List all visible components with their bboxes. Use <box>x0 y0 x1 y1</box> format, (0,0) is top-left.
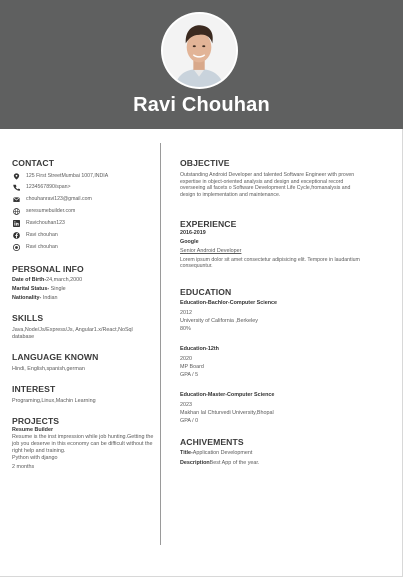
contact-email <box>12 194 157 204</box>
phone-icon <box>13 184 20 191</box>
contact-address <box>12 171 157 181</box>
contact-linkedin-text[interactable]: Ravichouhan123 <box>26 220 65 226</box>
achievement-description-row <box>180 459 364 469</box>
projects-heading: PROJECTS <box>12 416 60 426</box>
achievement-title-label: Title- <box>180 450 193 456</box>
contact-website <box>12 206 157 216</box>
languages-section <box>12 352 154 373</box>
education-entry <box>180 346 219 380</box>
education-entry <box>180 300 277 334</box>
dob-value: 24,march,2000 <box>46 277 83 283</box>
skype-icon <box>13 244 20 251</box>
education-title: Education-12th <box>180 346 219 352</box>
email-icon <box>13 196 20 203</box>
education-year: 2023 <box>180 402 192 408</box>
contact-skype <box>12 242 157 252</box>
languages-heading: LANGUAGE KNOWN <box>12 352 99 362</box>
objective-heading: OBJECTIVE <box>180 158 230 168</box>
dob-row <box>12 276 154 285</box>
objective-text: Outstanding Android Developer and talented Software Engineer with proven expertise in object-oriented analysis and design and exceptional record overseeing all facets o Software Development Life Cycle,fromanalysis and design to implementation and maintenance. <box>180 172 355 198</box>
skills-heading: SKILLS <box>12 313 44 323</box>
education-title: Education-Bachlor-Computer Science <box>180 300 278 306</box>
resume-header <box>0 0 403 129</box>
interest-text: Programing,Linux,Machin Learning <box>12 398 96 404</box>
experience-company: Google <box>180 239 199 245</box>
achievements-section <box>180 437 364 468</box>
personal-info-section <box>12 264 154 302</box>
projects-section <box>12 416 154 471</box>
column-divider <box>160 143 161 545</box>
linkedin-icon <box>13 220 20 227</box>
facebook-icon <box>13 232 20 239</box>
contact-phone <box>12 182 157 192</box>
education-heading: EDUCATION <box>180 287 232 297</box>
education-title: Education-Master-Computer Science <box>180 392 275 398</box>
location-pin-icon <box>13 173 20 180</box>
contact-section <box>12 158 154 250</box>
education-section <box>180 287 364 425</box>
contact-website-text[interactable]: seresumebuilder.com <box>26 208 76 214</box>
languages-text: Hindi, English,spanish,german <box>12 366 85 372</box>
marital-status-value: Single <box>49 285 66 292</box>
interest-heading: INTEREST <box>12 384 56 394</box>
education-entry <box>180 392 274 426</box>
education-institute: Makhan lal Chturvedi University,Bhopal <box>180 410 274 417</box>
profile-photo-icon <box>163 14 236 87</box>
project-duration: 2 months <box>12 464 35 471</box>
nationality-label: Nationality- <box>12 294 42 301</box>
education-year: 2012 <box>180 310 192 316</box>
candidate-name: Ravi Chouhan <box>133 94 270 116</box>
achievement-description-value: Best App of the year. <box>209 459 260 466</box>
personal-info-heading: PERSONAL INFO <box>12 264 84 274</box>
contact-phone-text: 1234567890/span> <box>26 184 71 190</box>
contact-heading: CONTACT <box>12 158 55 168</box>
avatar <box>161 12 238 89</box>
contact-linkedin <box>12 218 157 228</box>
experience-heading: EXPERIENCE <box>180 219 237 229</box>
experience-description: Lorem ipsum dolor sit amet consectetur adipisicing elit. Tempore in laudantium consequuntur. <box>180 256 360 270</box>
contact-address-text: 125 First StreetMumbai 1007,INDIA <box>26 173 109 179</box>
achievement-title-row <box>180 449 364 459</box>
skills-section <box>12 313 154 341</box>
education-institute: MP Board <box>180 364 204 371</box>
project-tech: Python with django <box>12 455 58 462</box>
nationality-row <box>12 294 154 303</box>
marital-status-row <box>12 285 154 294</box>
education-year: 2020 <box>180 356 192 362</box>
skills-text: Java,Node/Js/Express/Js, Angular1.x/React,NoSql database <box>12 327 133 340</box>
education-score: 80% <box>180 326 191 333</box>
interest-section <box>12 384 154 405</box>
experience-role: Senior Android Developer <box>180 248 242 254</box>
globe-icon <box>13 208 20 215</box>
contact-skype-text[interactable]: Ravi chouhan <box>26 244 58 250</box>
nationality-value: Indian <box>41 294 58 301</box>
achievements-heading: ACHIVEMENTS <box>180 437 244 447</box>
education-institute: University of California ,Berkeley <box>180 318 258 325</box>
objective-section <box>180 158 364 198</box>
contact-facebook <box>12 230 157 240</box>
marital-status-label: Marital Status- <box>12 285 50 292</box>
contact-email-text[interactable]: chouhanravi123@gmail.com <box>26 196 92 202</box>
education-score: GPA / 0 <box>180 418 199 425</box>
project-description: Resume is the inst impression while job hunting.Getting the job you deserve in this economy can be difficult without the right help and training. <box>12 434 154 454</box>
achievement-description-label: Description <box>180 459 210 466</box>
dob-label: Date of Birth- <box>12 277 47 283</box>
achievement-title-value: Application Development <box>192 450 253 456</box>
education-score: GPA / 5 <box>180 372 199 379</box>
experience-years: 2016-2019 <box>180 230 206 236</box>
project-title: Resume Builder <box>12 427 54 433</box>
contact-facebook-text[interactable]: Ravi chouhan <box>26 232 58 238</box>
experience-section <box>180 219 364 270</box>
